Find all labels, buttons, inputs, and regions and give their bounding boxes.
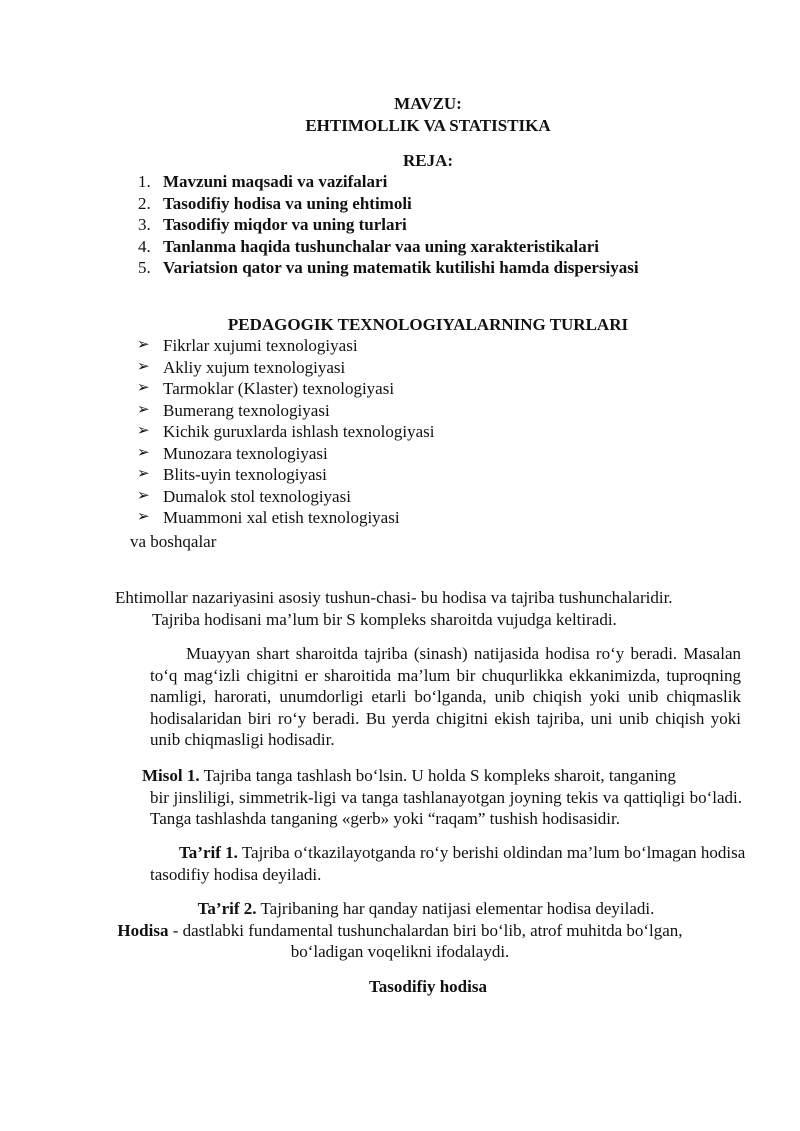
list-item-text: Bumerang texnologiyasi — [163, 400, 330, 420]
list-item — [137, 486, 434, 508]
list-item — [137, 421, 434, 443]
hodisa-text: - dastlabki fundamental tushunchalardan biri bo‘lib, atrof muhitda bo‘lgan, — [172, 920, 683, 940]
tarif1-paragraph — [150, 842, 753, 885]
arrow-bullet-icon: ➢ — [137, 337, 150, 353]
technologies-heading: PEDAGOGIK TEXNOLOGIYALARNING TURLARI — [227, 315, 629, 334]
arrow-bullet-icon: ➢ — [137, 423, 150, 439]
mavzu-label: MAVZU: — [394, 94, 462, 113]
plan-number: 1. — [138, 172, 151, 191]
plan-number: 4. — [138, 236, 151, 256]
intro-line-1: Ehtimollar nazariyasini asosiy tushun-chasi- bu hodisa va tajriba tushunchalaridir. — [115, 588, 673, 607]
arrow-bullet-icon: ➢ — [137, 487, 150, 504]
others-text: va boshqalar — [130, 532, 217, 551]
hodisa-text-2: bo‘ladigan voqelikni ifodalaydi. — [290, 942, 510, 961]
intro-paragraph — [115, 587, 745, 630]
list-item — [137, 507, 434, 529]
plan-text: Tasodifiy miqdor va uning turlari — [163, 215, 407, 234]
misol-label: Misol 1. — [142, 766, 200, 785]
list-item — [137, 357, 434, 379]
tarif1-text: Tajriba o‘tkazilayotganda ro‘y berishi oldindan ma’lum bo‘lmagan hodisa tasodifiy hodisa deyiladi. — [150, 843, 746, 884]
list-item-text: Muammoni xal etish texnologiyasi — [163, 508, 400, 527]
plan-number: 5. — [138, 258, 151, 277]
list-item-text: Kichik guruxlarda ishlash texnologiyasi — [163, 422, 435, 441]
misol-text-1: Tajriba tanga tashlash bo‘lsin. U holda S kompleks sharoit, tanganing — [203, 766, 676, 785]
plan-item — [138, 171, 639, 193]
plan-number: 2. — [138, 193, 151, 213]
intro-line-2: Tajriba hodisani ma’lum bir S kompleks sharoitda vujudga keltiradi. — [152, 609, 617, 629]
list-item-text: Blits-uyin texnologiyasi — [163, 465, 327, 484]
list-item-text: Tarmoklar (Klaster) texnologiyasi — [163, 379, 395, 398]
list-item — [137, 335, 434, 357]
technologies-list — [137, 335, 434, 529]
arrow-bullet-icon: ➢ — [137, 401, 150, 418]
list-item — [137, 378, 434, 400]
arrow-bullet-icon: ➢ — [137, 509, 150, 525]
plan-text: Tasodifiy hodisa va uning ehtimoli — [163, 193, 412, 213]
plan-number: 3. — [138, 215, 151, 234]
list-item-text: Munozara texnologiyasi — [163, 443, 328, 463]
tarif2-text: Tajribaning har qanday natijasi elementar hodisa deyiladi. — [260, 899, 655, 918]
plan-text: Variatsion qator va uning matematik kutilishi hamda dispersiyasi — [163, 258, 639, 277]
plan-item — [138, 257, 639, 279]
list-item — [137, 464, 434, 486]
topic-title: EHTIMOLLIK VA STATISTIKA — [305, 116, 551, 135]
list-item-text: Fikrlar xujumi texnologiyasi — [163, 336, 358, 355]
plan-text: Mavzuni maqsadi va vazifalari — [163, 172, 388, 191]
tarif1-label: Ta’rif 1. — [179, 843, 238, 862]
misol-text-2: bir jinsliligi, simmetrik-ligi va tanga tashlanayotgan joyning tekis va qattiqligi bo‘ladi. Tanga tashlashda tanganing «gerb» yoki “raqam” tushish hodisasidir. — [150, 787, 742, 828]
section-heading: Tasodifiy hodisa — [369, 977, 487, 996]
misol-paragraph — [142, 765, 742, 830]
plan-item — [138, 236, 639, 258]
plan-list — [138, 171, 639, 279]
plan-item — [138, 193, 639, 215]
reja-label: REJA: — [402, 151, 454, 170]
arrow-bullet-icon: ➢ — [137, 466, 150, 482]
arrow-bullet-icon: ➢ — [137, 380, 150, 396]
plan-item — [138, 214, 639, 236]
list-item-text: Dumalok stol texnologiyasi — [163, 486, 351, 506]
example-paragraph: Muayyan shart sharoitda tajriba (sinash) natijasida hodisa ro‘y beradi. Masalan to‘q mag‘izli chigitni er sharoitida ma’lum bir chuqurlikka ekkanimizda, tuproqning namligi, harorati, unumdorligi etarli bo‘lganda, unib chiqish yoki unib chiqmaslik hodisalaridan biri ro‘y beradi. Bu yerda chigitni ekish tajriba, uni unib chiqish yoki unib chiqmasligi hodisadir. — [150, 644, 741, 749]
plan-text: Tanlanma haqida tushunchalar vaa uning xarakteristikalari — [163, 236, 599, 256]
arrow-bullet-icon: ➢ — [137, 358, 150, 375]
tarif2-paragraph — [0, 898, 800, 963]
list-item — [137, 400, 434, 422]
tarif2-label: Ta’rif 2. — [197, 899, 257, 918]
arrow-bullet-icon: ➢ — [137, 444, 150, 461]
hodisa-label: Hodisa — [117, 920, 169, 940]
list-item — [137, 443, 434, 465]
list-item-text: Akliy xujum texnologiyasi — [163, 357, 346, 377]
